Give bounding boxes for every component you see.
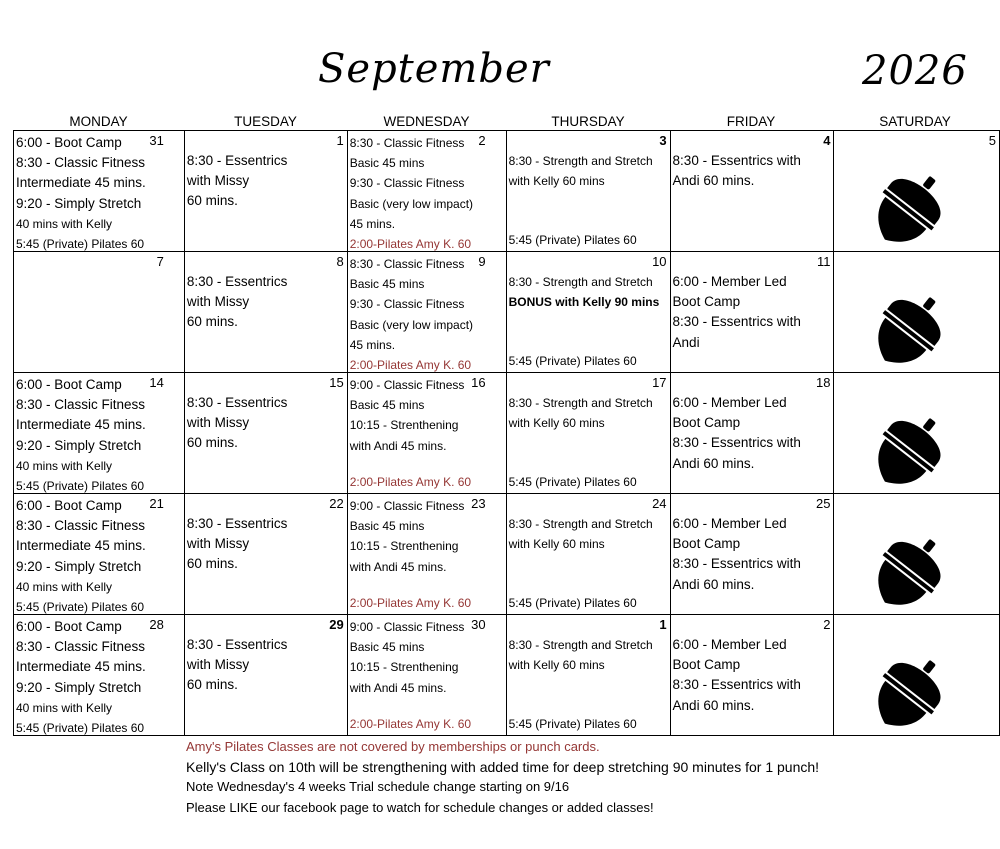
day-number: 1 bbox=[336, 133, 344, 148]
class-line: 2:00-Pilates Amy K. 60 bbox=[349, 358, 472, 373]
class-line: with Missy bbox=[186, 173, 250, 189]
class-line-bottom: 5:45 (Private) Pilates 60 bbox=[508, 232, 637, 247]
day-cell-tue bbox=[184, 252, 347, 373]
dow-thursday: THURSDAY bbox=[551, 114, 625, 129]
class-line: 9:20 - Simply Stretch bbox=[16, 679, 142, 695]
class-line: 5:45 (Private) Pilates 60 bbox=[16, 479, 145, 494]
class-line: with Kelly 60 mins bbox=[508, 174, 605, 189]
day-cell-fri bbox=[670, 615, 834, 736]
class-line: 60 mins. bbox=[186, 314, 238, 330]
class-line: 60 mins. bbox=[186, 556, 238, 572]
class-line: 8:30 - Essentrics with bbox=[672, 153, 801, 168]
day-cell-sat bbox=[834, 131, 1000, 252]
class-line: 6:00 - Member Led bbox=[672, 274, 787, 289]
dow-monday: MONDAY bbox=[69, 114, 128, 129]
class-line: 8:30 - Strength and Stretch bbox=[508, 517, 653, 531]
day-number: 16 bbox=[471, 375, 486, 390]
dow-friday: FRIDAY bbox=[726, 114, 776, 129]
class-line: 10:15 - Strenthening bbox=[349, 660, 459, 675]
day-cell-wed bbox=[347, 494, 506, 615]
week-row bbox=[14, 615, 1000, 736]
class-line: 60 mins. bbox=[186, 435, 238, 451]
day-cell-tue bbox=[184, 373, 347, 494]
day-cell-thu bbox=[506, 131, 670, 252]
day-number: 22 bbox=[329, 496, 344, 511]
note-pilates: Amy's Pilates Classes are not covered by memberships or punch cards. bbox=[186, 739, 600, 754]
class-line: Boot Camp bbox=[672, 415, 741, 431]
day-number: 9 bbox=[478, 254, 486, 269]
class-line: 8:30 - Strength and Stretch bbox=[508, 396, 653, 410]
day-number: 2 bbox=[823, 617, 831, 632]
day-cell-thu bbox=[506, 252, 670, 373]
class-line: Andi 60 mins. bbox=[672, 173, 755, 189]
day-number: 21 bbox=[149, 496, 164, 511]
class-line: with Missy bbox=[186, 536, 250, 552]
class-line: with Kelly 60 mins bbox=[508, 416, 605, 431]
day-cell-mon bbox=[14, 615, 185, 736]
day-number: 10 bbox=[652, 254, 667, 269]
day-cell-mon bbox=[14, 252, 185, 373]
class-line: 5:45 (Private) Pilates 60 bbox=[16, 721, 145, 736]
class-line: Basic (very low impact) bbox=[349, 317, 474, 332]
day-cell-fri bbox=[670, 373, 834, 494]
class-line: Boot Camp bbox=[672, 536, 741, 552]
day-cell-fri bbox=[670, 252, 834, 373]
class-line: Intermediate 45 mins. bbox=[16, 175, 146, 191]
week-row bbox=[14, 131, 1000, 252]
class-line: with Missy bbox=[186, 415, 250, 431]
day-cell-wed bbox=[347, 615, 506, 736]
class-line: 8:30 - Strength and Stretch bbox=[508, 154, 653, 168]
class-line: 9:00 - Classic Fitness bbox=[349, 499, 465, 513]
class-line: with Andi 45 mins. bbox=[349, 559, 447, 574]
class-line: with Kelly 60 mins bbox=[508, 658, 605, 673]
class-line: Andi 60 mins. bbox=[672, 576, 755, 592]
day-cell-thu bbox=[506, 615, 670, 736]
class-line: with Kelly 60 mins bbox=[508, 537, 605, 552]
class-line: 40 mins with Kelly bbox=[16, 216, 113, 231]
day-number: 2 bbox=[478, 133, 486, 148]
class-line: 8:30 - Classic Fitness bbox=[16, 155, 146, 171]
day-number: 15 bbox=[329, 375, 344, 390]
day-number: 31 bbox=[149, 133, 164, 148]
dow-tuesday: TUESDAY bbox=[234, 114, 297, 129]
class-line: Basic 45 mins bbox=[349, 519, 425, 534]
day-cell-sat bbox=[834, 373, 1000, 494]
acorn-icon bbox=[867, 524, 957, 613]
class-line: Intermediate 45 mins. bbox=[16, 538, 146, 554]
week-row bbox=[14, 252, 1000, 373]
day-cell-tue bbox=[184, 131, 347, 252]
class-line-bottom: 2:00-Pilates Amy K. 60 bbox=[349, 595, 472, 610]
acorn-icon bbox=[867, 403, 957, 492]
class-line: 60 mins. bbox=[186, 677, 238, 693]
class-line: 2:00-Pilates Amy K. 60 bbox=[349, 237, 472, 252]
class-line: 8:30 - Essentrics bbox=[186, 395, 288, 410]
class-line: 6:00 - Boot Camp bbox=[16, 498, 122, 513]
class-line: 8:30 - Classic Fitness bbox=[16, 639, 146, 655]
day-cell-thu bbox=[506, 494, 670, 615]
class-line: with Missy bbox=[186, 657, 250, 673]
class-line: 8:30 - Essentrics with bbox=[672, 677, 801, 693]
day-number: 18 bbox=[815, 375, 831, 390]
class-line: 10:15 - Strenthening bbox=[349, 418, 459, 433]
class-line: Intermediate 45 mins. bbox=[16, 659, 146, 675]
day-cell-mon bbox=[14, 373, 185, 494]
day-cell-tue bbox=[184, 615, 347, 736]
class-line: 8:30 - Classic Fitness bbox=[349, 136, 465, 150]
class-line: with Missy bbox=[186, 294, 250, 310]
day-number: 5 bbox=[988, 133, 996, 148]
day-cell-sat bbox=[834, 615, 1000, 736]
class-line: 8:30 - Strength and Stretch bbox=[508, 275, 653, 289]
day-number: 4 bbox=[823, 133, 831, 148]
class-line: 45 mins. bbox=[349, 337, 396, 352]
class-line: 9:20 - Simply Stretch bbox=[16, 437, 142, 453]
day-number: 28 bbox=[149, 617, 164, 632]
class-line-bottom: 2:00-Pilates Amy K. 60 bbox=[349, 716, 472, 731]
class-line: Boot Camp bbox=[672, 657, 741, 673]
class-line: 6:00 - Member Led bbox=[672, 637, 787, 652]
class-line: Basic 45 mins bbox=[349, 640, 425, 655]
class-line-bottom: 5:45 (Private) Pilates 60 bbox=[508, 716, 637, 731]
class-line: 5:45 (Private) Pilates 60 bbox=[16, 237, 145, 252]
days-of-week-header bbox=[13, 113, 998, 131]
class-line: 60 mins. bbox=[186, 193, 238, 209]
class-line: 40 mins with Kelly bbox=[16, 458, 113, 473]
class-line-bottom: 5:45 (Private) Pilates 60 bbox=[508, 595, 637, 610]
class-line: 8:30 - Essentrics bbox=[186, 274, 288, 289]
class-line: with Andi 45 mins. bbox=[349, 680, 447, 695]
class-line: with Andi 45 mins. bbox=[349, 438, 447, 453]
day-number: 7 bbox=[156, 254, 164, 269]
class-line: 6:00 - Boot Camp bbox=[16, 619, 122, 634]
class-line: 6:00 - Boot Camp bbox=[16, 377, 122, 392]
day-cell-thu bbox=[506, 373, 670, 494]
class-line: 8:30 - Classic Fitness bbox=[16, 518, 146, 534]
day-number: 24 bbox=[652, 496, 667, 511]
day-cell-wed bbox=[347, 373, 506, 494]
note-wednesday: Note Wednesday's 4 weeks Trial schedule change starting on 9/16 bbox=[186, 779, 570, 795]
class-line: 8:30 - Classic Fitness bbox=[349, 257, 465, 271]
day-number: 8 bbox=[336, 254, 344, 269]
day-number: 30 bbox=[471, 617, 486, 632]
class-line: Andi 60 mins. bbox=[672, 697, 755, 713]
class-line: 45 mins. bbox=[349, 216, 396, 231]
acorn-icon bbox=[867, 282, 957, 371]
dow-wednesday: WEDNESDAY bbox=[383, 114, 470, 129]
class-line: 8:30 - Strength and Stretch bbox=[508, 638, 653, 652]
class-line: Basic 45 mins bbox=[349, 277, 425, 292]
class-line: 40 mins with Kelly bbox=[16, 579, 113, 594]
class-line: Andi 60 mins. bbox=[672, 455, 755, 471]
class-line: 8:30 - Essentrics bbox=[186, 153, 288, 168]
class-line: Basic 45 mins bbox=[349, 398, 425, 413]
class-line: 10:15 - Strenthening bbox=[349, 539, 459, 554]
class-line: 6:00 - Member Led bbox=[672, 395, 787, 410]
class-line: 9:30 - Classic Fitness bbox=[349, 297, 465, 312]
class-line: Basic 45 mins bbox=[349, 156, 425, 171]
day-cell-sat bbox=[834, 252, 1000, 373]
day-number: 11 bbox=[816, 254, 831, 269]
class-line: 9:00 - Classic Fitness bbox=[349, 378, 465, 392]
day-number: 1 bbox=[659, 617, 667, 632]
day-number: 14 bbox=[149, 375, 164, 390]
month-title: September bbox=[318, 46, 550, 92]
class-line-bottom: 2:00-Pilates Amy K. 60 bbox=[349, 474, 472, 489]
class-line: BONUS with Kelly 90 mins bbox=[508, 295, 660, 310]
acorn-icon bbox=[867, 161, 957, 250]
class-line: 9:00 - Classic Fitness bbox=[349, 620, 465, 634]
day-number: 23 bbox=[471, 496, 486, 511]
class-line: 6:00 - Boot Camp bbox=[16, 135, 122, 150]
class-line: 8:30 - Essentrics bbox=[186, 516, 288, 531]
class-line-bottom: 5:45 (Private) Pilates 60 bbox=[508, 474, 637, 489]
note-facebook: Please LIKE our facebook page to watch for schedule changes or added classes! bbox=[186, 799, 654, 815]
day-number: 3 bbox=[659, 133, 667, 148]
class-line: 40 mins with Kelly bbox=[16, 700, 113, 715]
class-line: 5:45 (Private) Pilates 60 bbox=[16, 600, 145, 615]
calendar-grid bbox=[13, 130, 1000, 736]
acorn-icon bbox=[867, 645, 957, 734]
day-number: 29 bbox=[329, 617, 344, 632]
class-line: 8:30 - Essentrics with bbox=[672, 314, 801, 330]
day-cell-mon bbox=[14, 131, 185, 252]
note-kelly: Kelly's Class on 10th will be strengthening with added time for deep stretching 90 minutes for 1 punch! bbox=[186, 759, 820, 776]
class-line: 9:20 - Simply Stretch bbox=[16, 195, 142, 211]
class-line: 8:30 - Essentrics with bbox=[672, 435, 801, 451]
class-line: 8:30 - Essentrics bbox=[186, 637, 288, 652]
footer-notes bbox=[186, 737, 819, 818]
class-line-bottom: 5:45 (Private) Pilates 60 bbox=[508, 353, 637, 368]
day-cell-sat bbox=[834, 494, 1000, 615]
class-line: Intermediate 45 mins. bbox=[16, 417, 146, 433]
class-line: Basic (very low impact) bbox=[349, 196, 474, 211]
day-number: 25 bbox=[815, 496, 831, 511]
class-line: 9:20 - Simply Stretch bbox=[16, 558, 142, 574]
day-cell-fri bbox=[670, 494, 834, 615]
day-number: 17 bbox=[652, 375, 667, 390]
class-line: 9:30 - Classic Fitness bbox=[349, 176, 465, 191]
day-cell-wed bbox=[347, 131, 506, 252]
year-title: 2026 bbox=[862, 48, 968, 94]
day-cell-tue bbox=[184, 494, 347, 615]
class-line: Boot Camp bbox=[672, 294, 741, 310]
week-row bbox=[14, 373, 1000, 494]
day-cell-mon bbox=[14, 494, 185, 615]
class-line: 8:30 - Classic Fitness bbox=[16, 397, 146, 413]
class-line: 8:30 - Essentrics with bbox=[672, 556, 801, 572]
class-line: 6:00 - Member Led bbox=[672, 516, 787, 531]
day-cell-wed bbox=[347, 252, 506, 373]
dow-saturday: SATURDAY bbox=[879, 114, 951, 129]
class-line: Andi bbox=[672, 334, 700, 350]
week-row bbox=[14, 494, 1000, 615]
day-cell-fri bbox=[670, 131, 834, 252]
